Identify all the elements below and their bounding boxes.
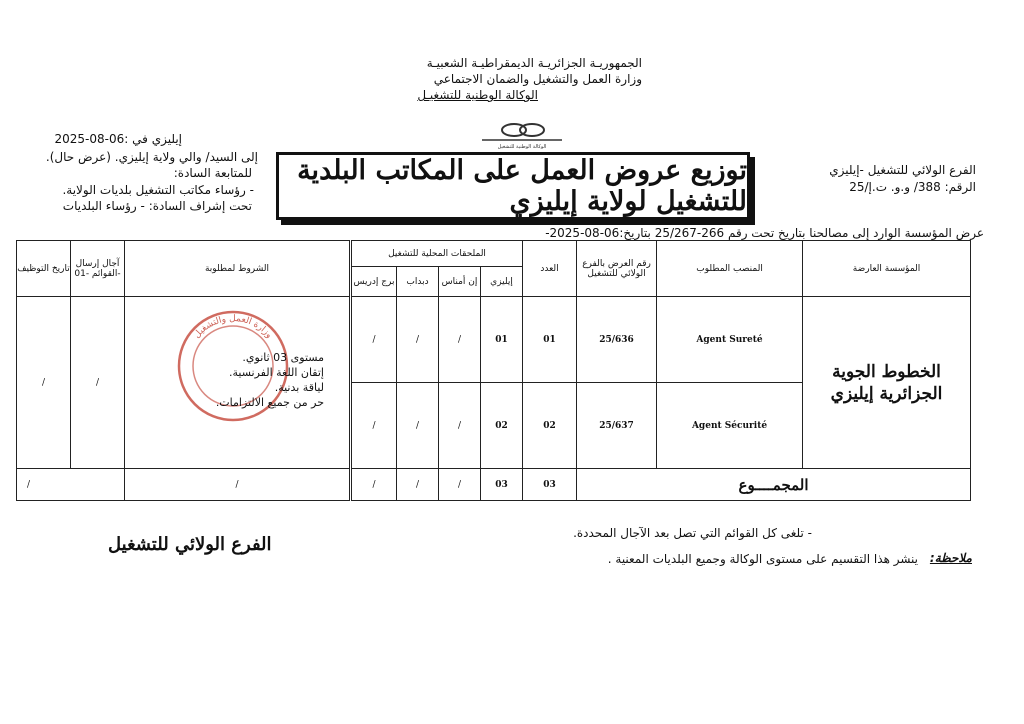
header-institution: المؤسسة العارضة (803, 241, 971, 297)
row1-bordj: / (351, 297, 397, 383)
row1-illizi: 01 (481, 297, 523, 383)
total-debdeb: / (397, 469, 439, 501)
condition-item: لياقة بدنية. (274, 381, 324, 394)
header-hiring-date: تاريخ التوظيف (17, 241, 71, 297)
agency-logo (474, 118, 570, 150)
logo-text: الوكالة الوطنية للتشغيل (497, 144, 547, 150)
date-line: إيليزي في :06-08-2025 (54, 132, 182, 146)
header-office-illizi: إيليزي (481, 267, 523, 297)
header-agency: الوكالة الوطنية للتشغيـل (417, 88, 538, 102)
row1-count: 01 (523, 297, 577, 383)
row2-in-amenas: / (439, 383, 481, 469)
header-offer-number: رقم العرض بالفرع الولائي للتشغيل (577, 241, 657, 297)
header-deadline: آجال إرسال القوائم -01- (71, 241, 125, 297)
intro-line: عرض المؤسسة الوارد إلى مصالحنا بتاريخ تحت رقم 266-25/267 بتاريخ:06-08-2025- (545, 226, 984, 240)
total-count: 03 (523, 469, 577, 501)
header-count: العدد (523, 241, 577, 297)
row2-illizi: 02 (481, 383, 523, 469)
to-line: إلى السيد/ والي ولاية إيليزي. (عرض حال). (45, 150, 258, 164)
row1-offer-number: 25/636 (577, 297, 657, 383)
condition-item: مستوى 03 ثانوي. (242, 351, 324, 364)
note-label: ملاحظة: (929, 551, 972, 565)
row2-count: 02 (523, 383, 577, 469)
total-in-amenas: / (439, 469, 481, 501)
svg-text:وزارة العمل والتشغيل (192, 314, 274, 340)
total-label: المجمــــوع (577, 469, 971, 501)
institution-cell: الخطوط الجوية الجزائرية إيليزي (803, 297, 971, 469)
document-title: توزيع عروض العمل على المكاتب البلدية للتشغيل لولاية إيليزي (297, 155, 747, 217)
row1-in-amenas: / (439, 297, 481, 383)
total-conditions: / (125, 469, 351, 501)
stamp-text: وزارة العمل والتشغيل (192, 313, 274, 341)
document-title-box (276, 152, 750, 220)
header-position: المنصب المطلوب (657, 241, 803, 297)
header-office-in-amenas: إن أمناس (439, 267, 481, 297)
job-offers-table (16, 240, 971, 501)
note-line-2: ينشر هذا التقسيم على مستوى الوكالة وجميع البلديات المعنية . (607, 552, 918, 566)
deadline-cell: / (71, 297, 125, 469)
row2-position: Agent Sécurité (657, 383, 803, 469)
condition-item: حر من جميع الالتزامات. (215, 396, 324, 409)
row2-bordj: / (351, 383, 397, 469)
row2-offer-number: 25/637 (577, 383, 657, 469)
total-deadline: / (17, 469, 125, 501)
offices-line: - رؤساء مكاتب التشغيل بلديات الولاية. (62, 183, 254, 197)
header-ministry: وزارة العمل والتشغيل والضمان الاجتماعي (433, 72, 642, 86)
header-office-bordj: برج إدريس (351, 267, 397, 297)
header-office-debdeb: دبداب (397, 267, 439, 297)
hiring-date-cell: / (17, 297, 71, 469)
signature-block: الفرع الولائي للتشغيل (108, 534, 272, 555)
row1-debdeb: / (397, 297, 439, 383)
header-local-offices: الملحقات المحلية للتشغيل (351, 241, 523, 267)
total-bordj: / (351, 469, 397, 501)
conditions-list (204, 350, 324, 410)
note-line-1: - تلغى كل القوائم التي تصل بعد الآجال المحددة. (573, 526, 812, 540)
header-republic: الجمهوريـة الجزائريـة الديمقراطيـة الشعبيـة (426, 56, 642, 70)
total-illizi: 03 (481, 469, 523, 501)
reference-line: الرقم: 388/ و.و. ت.إ/25 (849, 180, 976, 194)
row2-debdeb: / (397, 383, 439, 469)
branch-line: الفرع الولائي للتشغيل -إيليزي (829, 163, 976, 177)
header-conditions: الشروط لمطلوبة (125, 241, 351, 297)
supervision-line: تحت إشراف السادة: - رؤساء البلديات (62, 199, 252, 213)
followup-line: للمتابعة السادة: (173, 166, 252, 180)
condition-item: إتقان اللغة الفرنسية. (229, 366, 324, 379)
row1-position: Agent Sureté (657, 297, 803, 383)
